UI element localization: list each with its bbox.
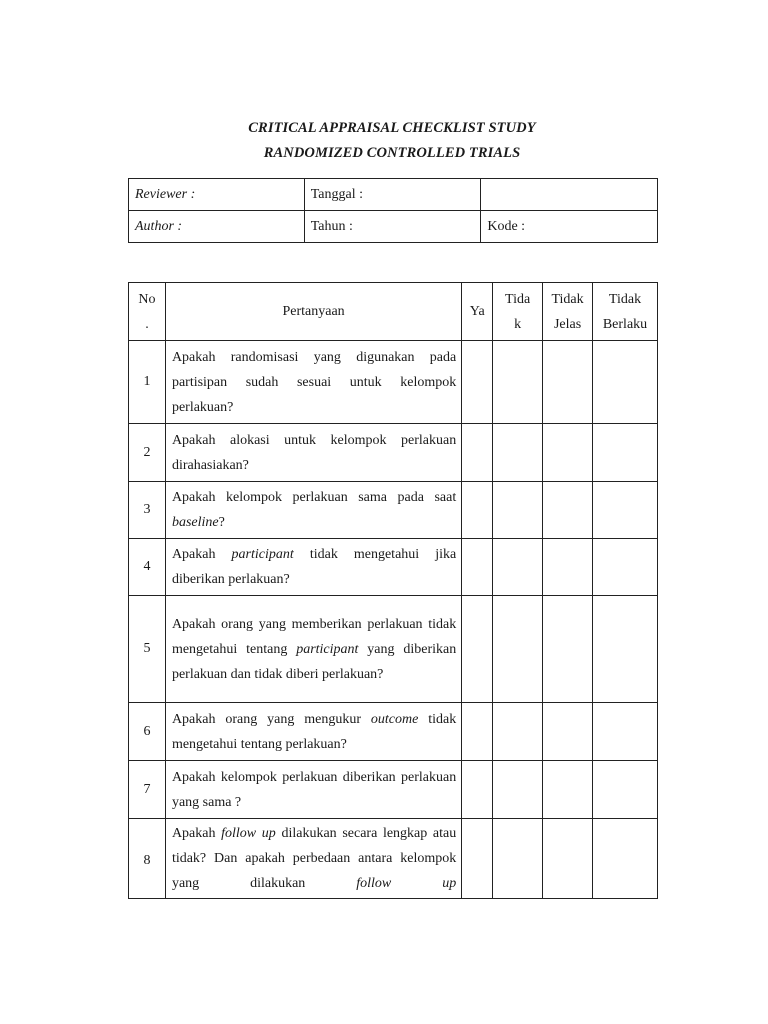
header-tidak-jelas <box>543 283 593 341</box>
question-text: Apakah participant tidak mengetahui jika diberikan perlakuan? <box>165 539 461 596</box>
answer-tidak-cell[interactable] <box>493 819 543 899</box>
answer-ya-cell[interactable] <box>462 539 493 596</box>
question-row <box>129 703 658 761</box>
question-row <box>129 482 658 539</box>
document-subtitle: RANDOMIZED CONTROLLED TRIALS <box>263 145 521 161</box>
question-row <box>129 539 658 596</box>
header-no-label: No . <box>138 291 156 332</box>
answer-tidak-jelas-cell[interactable] <box>543 703 593 761</box>
question-number: 8 <box>129 819 166 899</box>
question-row <box>129 424 658 482</box>
answer-tidak-cell[interactable] <box>493 539 543 596</box>
header-tidak-berlaku-label: Tidak Berlaku <box>602 291 648 332</box>
question-text: Apakah kelompok perlakuan sama pada saat baseline? <box>165 482 461 539</box>
question-row <box>129 819 658 899</box>
info-row-reviewer <box>129 179 658 211</box>
question-number: 2 <box>129 424 166 482</box>
answer-ya-cell[interactable] <box>462 761 493 819</box>
answer-tidak-jelas-cell[interactable] <box>543 539 593 596</box>
question-text: Apakah orang yang memberikan perlakuan tidak mengetahui tentang participant yang diberikan perlakuan dan tidak diberi perlakuan? <box>165 596 461 703</box>
question-number: 1 <box>129 341 166 424</box>
info-table <box>128 178 658 243</box>
answer-tidak-cell[interactable] <box>493 703 543 761</box>
answer-tidak-cell[interactable] <box>493 341 543 424</box>
answer-tidak-berlaku-cell[interactable] <box>593 819 658 899</box>
author-field[interactable]: Author : <box>129 211 305 243</box>
header-tidak-jelas-label: Tidak Jelas <box>551 291 584 332</box>
header-tidak <box>493 283 543 341</box>
header-tidak-berlaku <box>593 283 658 341</box>
header-row <box>129 283 658 341</box>
answer-tidak-berlaku-cell[interactable] <box>593 341 658 424</box>
answer-tidak-jelas-cell[interactable] <box>543 596 593 703</box>
answer-tidak-jelas-cell[interactable] <box>543 424 593 482</box>
tanggal-field[interactable]: Tanggal : <box>304 179 481 211</box>
answer-tidak-cell[interactable] <box>493 761 543 819</box>
document-title: CRITICAL APPRAISAL CHECKLIST STUDY <box>248 120 536 136</box>
question-text: Apakah alokasi untuk kelompok perlakuan dirahasiakan? <box>165 424 461 482</box>
question-number: 3 <box>129 482 166 539</box>
answer-ya-cell[interactable] <box>462 819 493 899</box>
header-no <box>129 283 166 341</box>
tahun-field[interactable]: Tahun : <box>304 211 481 243</box>
reviewer-field[interactable]: Reviewer : <box>129 179 305 211</box>
header-ya: Ya <box>462 283 493 341</box>
question-row <box>129 761 658 819</box>
answer-ya-cell[interactable] <box>462 341 493 424</box>
answer-tidak-jelas-cell[interactable] <box>543 341 593 424</box>
question-text: Apakah orang yang mengukur outcome tidak mengetahui tentang perlakuan? <box>165 703 461 761</box>
question-number: 6 <box>129 703 166 761</box>
kode-field[interactable]: Kode : <box>481 211 658 243</box>
question-number: 4 <box>129 539 166 596</box>
answer-tidak-berlaku-cell[interactable] <box>593 596 658 703</box>
answer-tidak-berlaku-cell[interactable] <box>593 424 658 482</box>
answer-tidak-jelas-cell[interactable] <box>543 761 593 819</box>
question-text: Apakah randomisasi yang digunakan pada partisipan sudah sesuai untuk kelompok perlakuan? <box>165 341 461 424</box>
question-number: 7 <box>129 761 166 819</box>
answer-ya-cell[interactable] <box>462 424 493 482</box>
question-number: 5 <box>129 596 166 703</box>
criteria-table <box>128 282 658 899</box>
answer-tidak-cell[interactable] <box>493 424 543 482</box>
answer-tidak-cell[interactable] <box>493 482 543 539</box>
answer-tidak-jelas-cell[interactable] <box>543 819 593 899</box>
info-row-author <box>129 211 658 243</box>
question-text: Apakah kelompok perlakuan diberikan perlakuan yang sama ? <box>165 761 461 819</box>
answer-tidak-berlaku-cell[interactable] <box>593 482 658 539</box>
answer-ya-cell[interactable] <box>462 703 493 761</box>
question-text: Apakah follow up dilakukan secara lengkap atau tidak? Dan apakah perbedaan antara kelompok yang dilakukan follow up <box>165 819 461 899</box>
question-row <box>129 596 658 703</box>
header-tidak-label: Tida k <box>505 291 531 332</box>
answer-tidak-berlaku-cell[interactable] <box>593 703 658 761</box>
answer-ya-cell[interactable] <box>462 596 493 703</box>
question-row <box>129 341 658 424</box>
answer-tidak-berlaku-cell[interactable] <box>593 761 658 819</box>
answer-tidak-cell[interactable] <box>493 596 543 703</box>
empty-info-cell[interactable] <box>481 179 658 211</box>
header-pertanyaan: Pertanyaan <box>165 283 461 341</box>
answer-ya-cell[interactable] <box>462 482 493 539</box>
answer-tidak-jelas-cell[interactable] <box>543 482 593 539</box>
answer-tidak-berlaku-cell[interactable] <box>593 539 658 596</box>
